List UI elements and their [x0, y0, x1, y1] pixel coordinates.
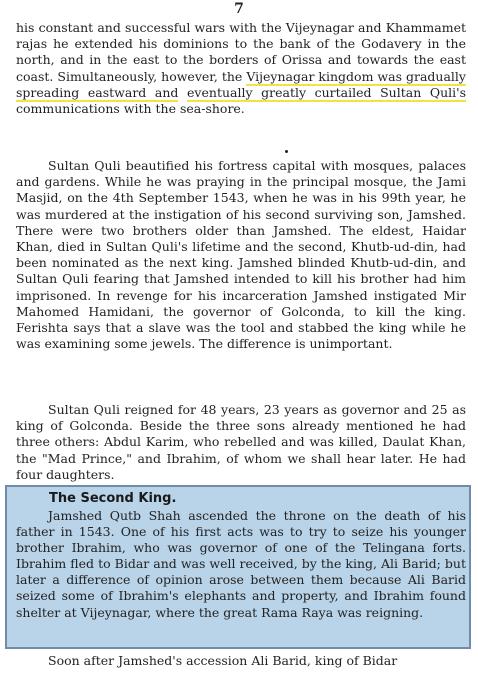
highlighted-text-2: eventually greatly curtailed Sultan Quli's	[187, 84, 466, 100]
paragraph-5: Soon after Jamshed's accession Ali Barid, king of Bidar	[48, 653, 398, 668]
paragraph-3: Sultan Quli reigned for 48 years, 23 years as governor and 25 as king of Golconda. Beside the three sons already mentioned he had three others: Abdul Karim, who rebelled and was killed, Daulat Khan, the "Mad Prince," and Ibrahim, of whom we shall hear later. He had four daughters.	[16, 402, 466, 482]
paragraph-1-text: his constant and successful wars with the Vijeynagar and Khammamet rajas he extended his dominions to the bank of the Godavery in the north, and in the east to the borders of Orissa and towards the east coast. Simultaneously, however, the	[16, 20, 466, 84]
paragraph-1	[16, 20, 466, 117]
page-number: 7	[234, 1, 244, 17]
paragraph-2: Sultan Quli beautified his fortress capital with mosques, palaces and gardens. While he was praying in the principal mosque, the Jami Masjid, on the 4th September 1543, when he was in his 99th year, he was murdered at the instigation of his second surviving son, Jamshed. There were two brothers older than Jamshed. The eldest, Haidar Khan, died in Sultan Quli's lifetime and the second, Khutb-ud-din, had been nominated as the next king. Jamshed blinded Khutb-ud-din, and Sultan Quli fearing that Jamshed intended to kill his brother had him imprisoned. In revenge for his incarceration Jamshed instigated Mir Mahomed Hamidani, the governor of Golconda, to kill the king. Ferishta says that a slave was the tool and stabbed the king while he was examining some jewels. The difference is unimportant.	[16, 158, 466, 352]
highlight-box	[5, 485, 471, 649]
section-heading: The Second King.	[49, 491, 177, 506]
paragraph-1-end-text: communications with the sea-shore.	[16, 101, 245, 117]
ink-dot	[285, 150, 288, 153]
box-paragraph: Jamshed Qutb Shah ascended the throne on the death of his father in 1543. One of his first acts was to try to seize his younger brother Ibrahim, who was governor of one of the Telingana forts. Ibrahim fled to Bidar and was well received, by the king, Ali Barid; but later a difference of opinion arose between them because Ali Barid seized some of Ibrahim's elephants and property, and Ibrahim found shelter at Vijeynagar, where the great Rama Raya was reigning.	[16, 508, 466, 620]
highlighted-text-1: Vijeynagar kingdom was gradually spreading eastward and	[16, 68, 466, 100]
